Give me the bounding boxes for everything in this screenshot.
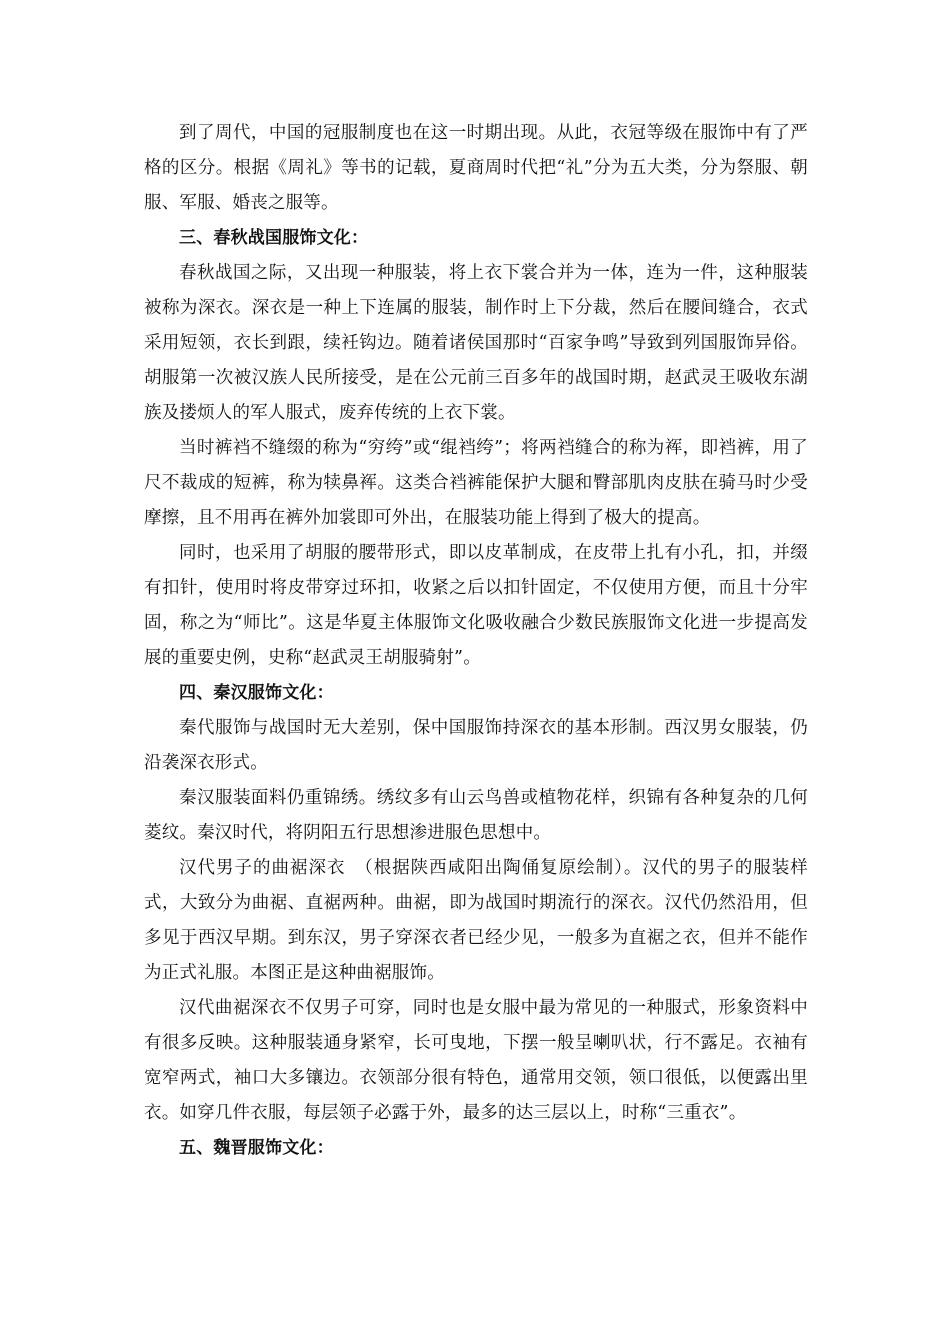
paragraph-belt: 同时，也采用了胡服的腰带形式，即以皮革制成，在皮带上扎有小孔，扣，并缀有扣针，使用时将皮带穿过环扣，收紧之后以扣针固定，不仅使用方便，而且十分牢固，称之为“师比”。这是华夏主体服饰文化吸收融合少数民族服饰文化进一步提高发展的重要史例，史称“赵武灵王胡服骑射”。 (144, 543, 808, 668)
paragraph-shenyi: 春秋战国之际，又出现一种服装，将上衣下裳合并为一体，连为一件，这种服装被称为深衣。深衣是一种上下连属的服装，制作时上下分裁，然后在腰间缝合，衣式采用短领，衣长到跟，续衽钩边。随着诸侯国那时“百家争鸣”导致到列国服饰异俗。胡服第一次被汉族人民所接受，是在公元前三百多年的战国时期，赵武灵王吸收东湖族及搂烦人的军人服式，废弃传统的上衣下裳。 (144, 263, 808, 423)
document-body (144, 116, 808, 1166)
paragraph-zhou-dynasty: 到了周代，中国的冠服制度也在这一时期出现。从此，衣冠等级在服饰中有了严格的区分。根据《周礼》等书的记载，夏商周时代把“礼”分为五大类，分为祭服、朝服、军服、婚丧之服等。 (144, 123, 808, 213)
paragraph-trousers: 当时裤裆不缝缀的称为“穷绔”或“绲裆绔”；将两裆缝合的称为裈，即裆裤，用了尺不裁成的短裤，称为犊鼻裈。这类合裆裤能保护大腿和臀部肌肉皮肤在骑马时少受摩擦，且不用再在裤外加裳即可外出，在服装功能上得到了极大的提高。 (144, 438, 808, 528)
section-heading-qin-han: 四、秦汉服饰文化： (179, 683, 334, 703)
section-heading-spring-autumn: 三、春秋战国服饰文化： (179, 228, 369, 248)
paragraph-fabrics: 秦汉服装面料仍重锦绣。绣纹多有山云鸟兽或植物花样，织锦有各种复杂的几何菱纹。秦汉时代，将阴阳五行思想渗进服色思想中。 (144, 788, 808, 843)
section-heading-wei-jin: 五、魏晋服饰文化： (179, 1138, 334, 1158)
paragraph-qin-dress: 秦代服饰与战国时无大差别，保中国服饰持深衣的基本形制。西汉男女服装，仍沿袭深衣形式。 (144, 718, 808, 773)
paragraph-han-men-quju: 汉代男子的曲裾深衣 （根据陕西咸阳出陶俑复原绘制）。汉代的男子的服装样式，大致分为曲裾、直裾两种。曲裾，即为战国时期流行的深衣。汉代仍然沿用，但多见于西汉早期。到东汉，男子穿深衣者已经少见，一般多为直裾之衣，但并不能作为正式礼服。本图正是这种曲裾服饰。 (144, 858, 808, 983)
paragraph-han-women-quju: 汉代曲裾深衣不仅男子可穿，同时也是女服中最为常见的一种服式，形象资料中有很多反映。这种服装通身紧窄，长可曳地，下摆一般呈喇叭状，行不露足。衣袖有宽窄两式，袖口大多镶边。衣领部分很有特色，通常用交领，领口很低，以便露出里衣。如穿几件衣服，每层领子必露于外，最多的达三层以上，时称“三重衣”。 (144, 998, 808, 1123)
